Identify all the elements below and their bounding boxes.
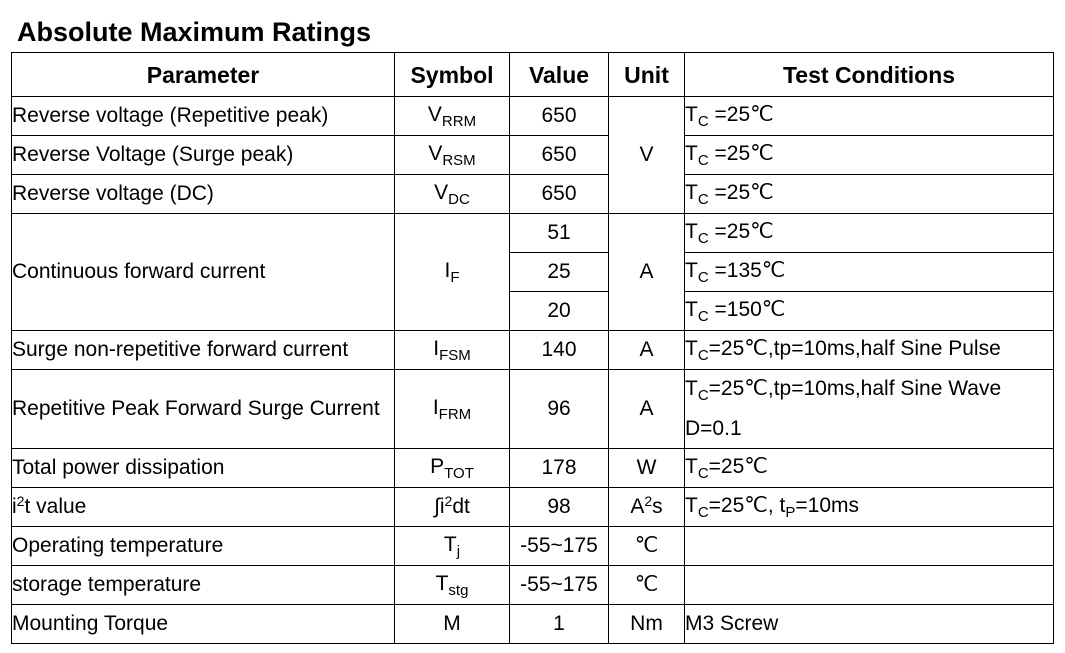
parameter-cell: Reverse voltage (DC) [12,175,395,214]
parameter-cell: storage temperature [12,566,395,605]
parameter-cell: Surge non-repetitive forward current [12,331,395,370]
table-row [12,97,1054,136]
value-cell: 650 [510,175,609,214]
symbol-cell: M [395,605,510,644]
condition-cell [685,566,1054,605]
parameter-cell: $i^2t$ value [12,488,395,527]
unit-cell: A [609,214,685,331]
header-unit: Unit [609,53,685,97]
parameter-cell: Mounting Torque [12,605,395,644]
header-test-conditions: Test Conditions [685,53,1054,97]
unit-cell: A [609,331,685,370]
symbol-cell: $T_{stg}$ [395,566,510,605]
value-cell: 178 [510,449,609,488]
table-row [12,136,1054,175]
table-row [12,331,1054,370]
symbol-cell: $T_j$ [395,527,510,566]
unit-cell: $A^2s$ [609,488,685,527]
value-cell: -55~175 [510,566,609,605]
absolute-maximum-ratings-table [11,52,1054,644]
parameter-cell: Total power dissipation [12,449,395,488]
condition-cell: $T_C=25℃,tp=10ms,half$ Sine Pulse [685,331,1054,370]
header-symbol: Symbol [395,53,510,97]
table-row [12,449,1054,488]
parameter-cell: Reverse Voltage (Surge peak) [12,136,395,175]
condition-cell: $T_C=25℃$, $t_P=10ms$ [685,488,1054,527]
table-row [12,566,1054,605]
value-cell: 1 [510,605,609,644]
parameter-cell: Operating temperature [12,527,395,566]
value-cell: -55~175 [510,527,609,566]
condition-cell [685,527,1054,566]
symbol-cell: $V_{RRM}$ [395,97,510,136]
table-row [12,488,1054,527]
condition-cell: $T_C$ =25℃ [685,214,1054,253]
symbol-cell: $\int i^2dt$ [395,488,510,527]
unit-cell: A [609,370,685,449]
table-row [12,214,1054,253]
value-cell: 650 [510,136,609,175]
value-cell: 98 [510,488,609,527]
value-cell: 25 [510,253,609,292]
condition-cell: M3 Screw [685,605,1054,644]
condition-cell: $T_C=25℃,tp=10ms,half$ Sine Wave D=0.1 [685,370,1054,449]
unit-cell: ℃ [609,527,685,566]
symbol-cell: $P_{TOT}$ [395,449,510,488]
value-cell: 650 [510,97,609,136]
table-row [12,370,1054,449]
parameter-cell: Repetitive Peak Forward Surge Current [12,370,395,449]
condition-cell: $T_C$ =25℃ [685,136,1054,175]
header-parameter: Parameter [12,53,395,97]
value-cell: 20 [510,292,609,331]
unit-cell: W [609,449,685,488]
symbol-cell: $I_{FRM}$ [395,370,510,449]
symbol-cell: $V_{DC}$ [395,175,510,214]
symbol-cell: $V_{RSM}$ [395,136,510,175]
parameter-cell: Continuous forward current [12,214,395,331]
condition-cell: $T_C$ =25℃ [685,175,1054,214]
condition-cell: $T_C=25℃$ [685,449,1054,488]
header-value: Value [510,53,609,97]
value-cell: 96 [510,370,609,449]
unit-cell: Nm [609,605,685,644]
table-row [12,175,1054,214]
condition-cell: $T_C$ =135℃ [685,253,1054,292]
parameter-cell: Reverse voltage (Repetitive peak) [12,97,395,136]
value-cell: 140 [510,331,609,370]
condition-cell: $T_C$ =25℃ [685,97,1054,136]
condition-cell: $T_C$ =150℃ [685,292,1054,331]
symbol-cell: $I_{FSM}$ [395,331,510,370]
symbol-cell: $I_F$ [395,214,510,331]
unit-cell: ℃ [609,566,685,605]
table-row [12,527,1054,566]
section-title: Absolute Maximum Ratings [17,17,372,47]
value-cell: 51 [510,214,609,253]
table-row [12,605,1054,644]
header-row [12,53,1054,97]
unit-cell: V [609,97,685,214]
